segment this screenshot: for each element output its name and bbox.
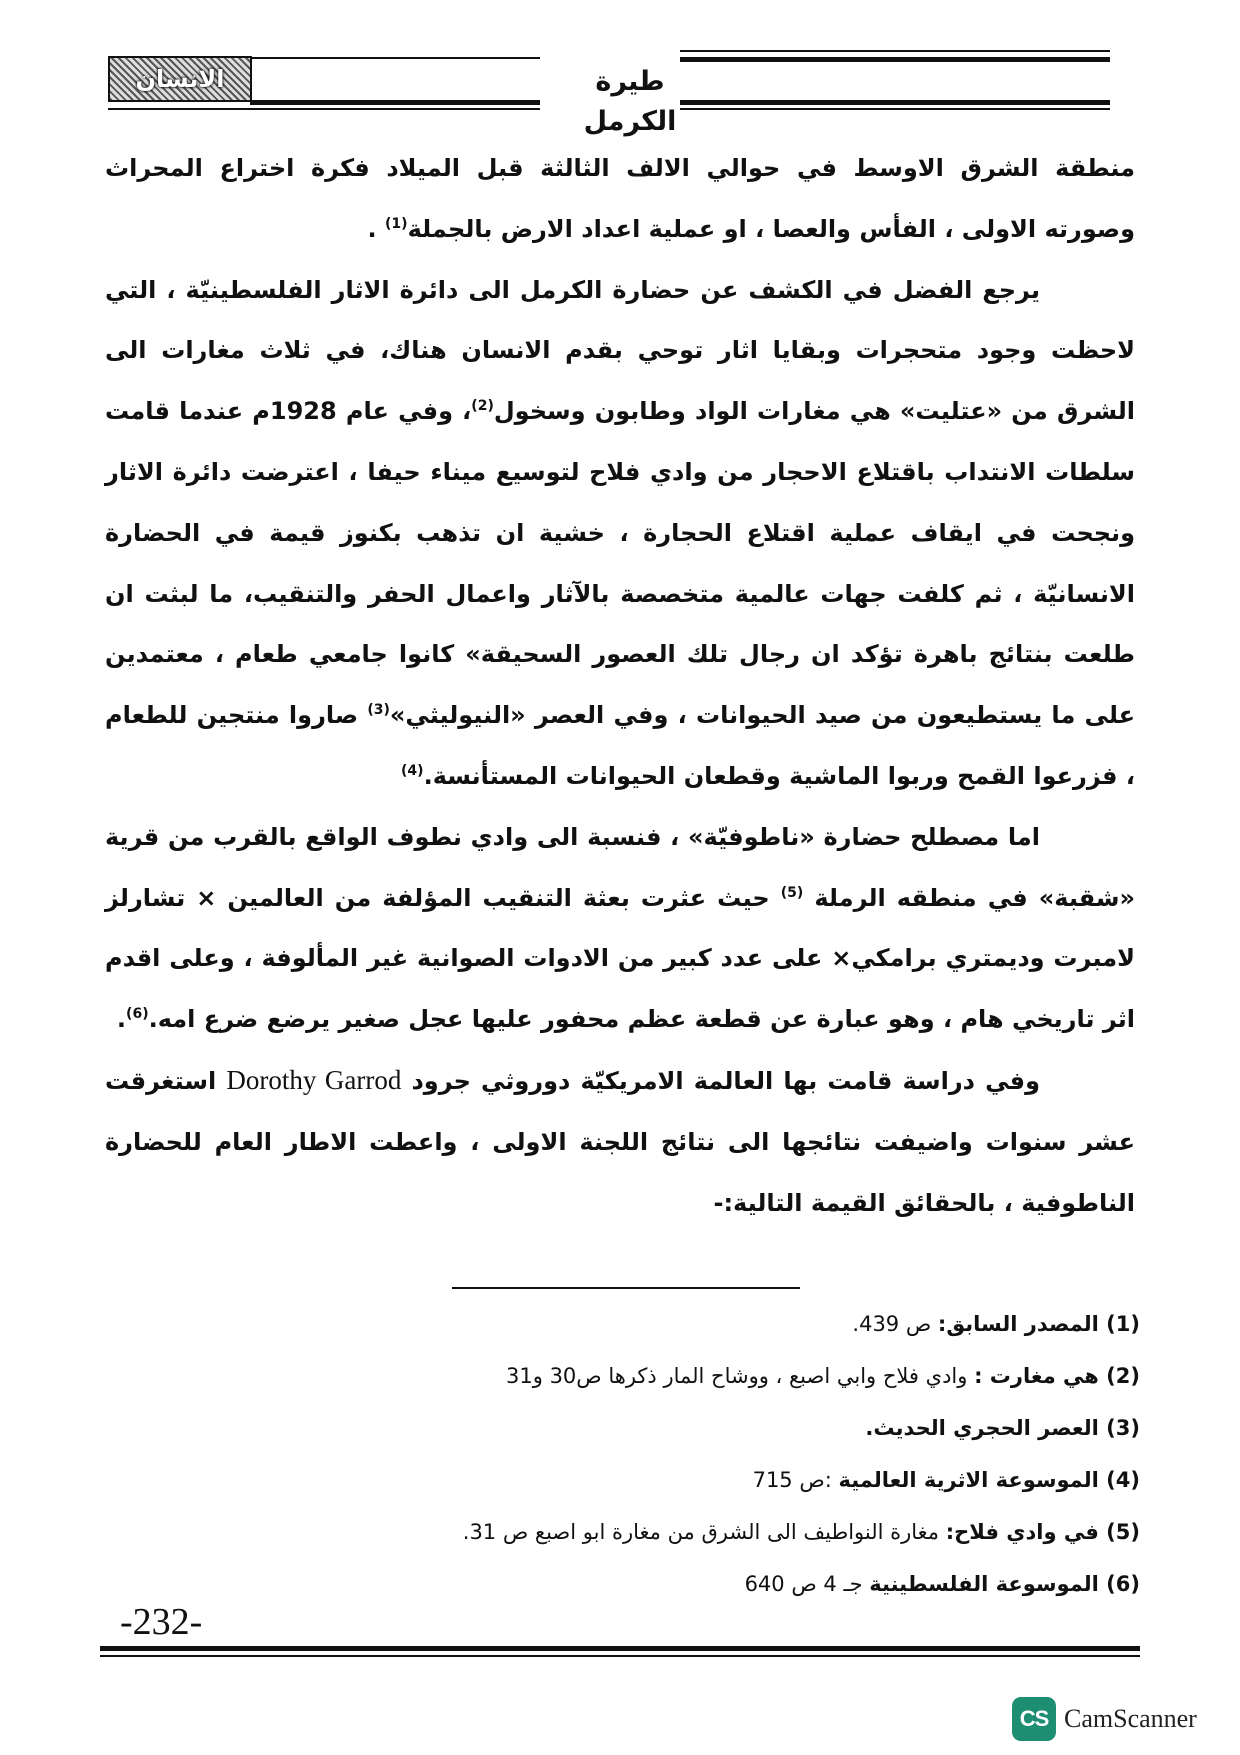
header-rule-bottom-left xyxy=(250,100,540,105)
footnote-3: (3) العصر الحجري الحديث. xyxy=(865,1416,1140,1440)
header-rule-bottom-left-thin xyxy=(108,108,540,110)
footnote-1: (1) المصدر السابق: ص 439. xyxy=(852,1312,1140,1336)
footnote-separator xyxy=(452,1287,800,1289)
footnote-4: (4) الموسوعة الاثرية العالمية :ص 715 xyxy=(752,1468,1140,1492)
footer-rule-thin xyxy=(100,1655,1140,1657)
footnote-ref-4: (4) xyxy=(401,762,424,779)
footnotes xyxy=(300,1298,1140,1610)
body-text xyxy=(105,138,1135,1233)
header-rule-top-left xyxy=(250,57,540,59)
chapter-badge xyxy=(108,56,252,102)
camscanner-watermark xyxy=(1012,1697,1197,1741)
camscanner-logo-icon: CS xyxy=(1012,1697,1056,1741)
latin-name: Dorothy Garrod xyxy=(226,1064,402,1095)
header-rule-mid-right xyxy=(680,57,1110,62)
header-rule-top-right xyxy=(680,50,1110,52)
paragraph-1: منطقة الشرق الاوسط في حوالي الالف الثالثة قبل الميلاد فكرة اختراع المحراث وصورته الاولى ، الفأس والعصا ، او عملية اعداد الارض بالجملة$^{(1)}$ . xyxy=(105,154,1135,243)
footnote-5: (5) في وادي فلاح: مغارة النواطيف الى الشرق من مغارة ابو اصبع ص 31. xyxy=(462,1520,1140,1544)
footer-rule-thick xyxy=(100,1646,1140,1651)
chapter-badge-label: الانسان xyxy=(135,65,225,93)
page-number: -232- xyxy=(120,1601,203,1643)
header-rule-bottom-right xyxy=(680,100,1110,105)
paragraph-2: يرجع الفضل في الكشف عن حضارة الكرمل الى دائرة الاثار الفلسطينيّة ، التي لاحظت وجود متحجرات وبقايا اثار توحي بقدم الانسان هناك، في ثلاث مغارات الى الشرق من «عتليت» هي مغارات الواد وطابون وسخول$^{(2)}$، وفي عام 1928م عندما قامت سلطات الانتداب باقتلاع الاحجار من وادي فلاح لتوسيع ميناء حيفا ، اعترضت دائرة الاثار ونجحت في ايقاف عملية اقتلاع الحجارة ، خشية ان تذهب بكنوز قيمة في الحضارة الانسانيّة ، ثم كلفت جهات عالمية متخصصة بالآثار واعمال الحفر والتنقيب، ما لبثت ان طلعت بنتائج باهرة تؤكد ان رجال تلك العصور السحيقة» كانوا جامعي طعام ، معتمدين على ما يستطيعون من صيد الحيوانات ، وفي العصر «النيوليثي»$^{(3)}$ صاروا منتجين للطعام ، فزرعوا القمح وربوا الماشية وقطعان الحيوانات المستأنسة.$^{(4)}$ xyxy=(105,275,1136,790)
footnote-ref-1: (1) xyxy=(385,215,408,232)
paragraph-4: وفي دراسة قامت بها العالمة الامريكيّة دوروثي جرود Dorothy Garrod استغرقت عشر سنوات واضيفت نتائجها الى نتائج اللجنة الاولى ، واعطت الاطار العام للحضارة الناطوفية ، بالحقائق القيمة التالية:- xyxy=(105,1064,1135,1217)
paragraph-3: اما مصطلح حضارة «ناطوفيّة» ، فنسبة الى وادي نطوف الواقع بالقرب من قرية «شقبة» في منطقه الرملة $^{(5)}$ حيث عثرت بعثة التنقيب المؤلفة من العالمين × تشارلز لامبرت وديمتري برامكي× على عدد كبير من الادوات الصوانية غير المألوفة ، وعلى اقدم اثر تاريخي هام ، وهو عبارة عن قطعة عظم محفور عليها عجل صغير يرضع ضرع امه.$^{(6)}$. xyxy=(105,822,1135,1034)
footnote-ref-5: (5) xyxy=(780,884,804,901)
camscanner-name: CamScanner xyxy=(1064,1704,1197,1733)
footnote-2: (2) هي مغارت : وادي فلاح وابي اصبع ، ووشاح المار ذكرها ص30 و31 xyxy=(506,1364,1140,1388)
footnote-ref-2: (2) xyxy=(471,398,494,415)
header-rule-bottom-right-thin xyxy=(680,108,1110,110)
footnote-6: (6) الموسوعة الفلسطينية جـ 4 ص 640 xyxy=(744,1572,1140,1596)
footnote-ref-3: (3) xyxy=(367,702,390,719)
footnote-ref-6: (6) xyxy=(126,1006,149,1023)
book-title: طيرة الكرمل xyxy=(583,66,677,137)
